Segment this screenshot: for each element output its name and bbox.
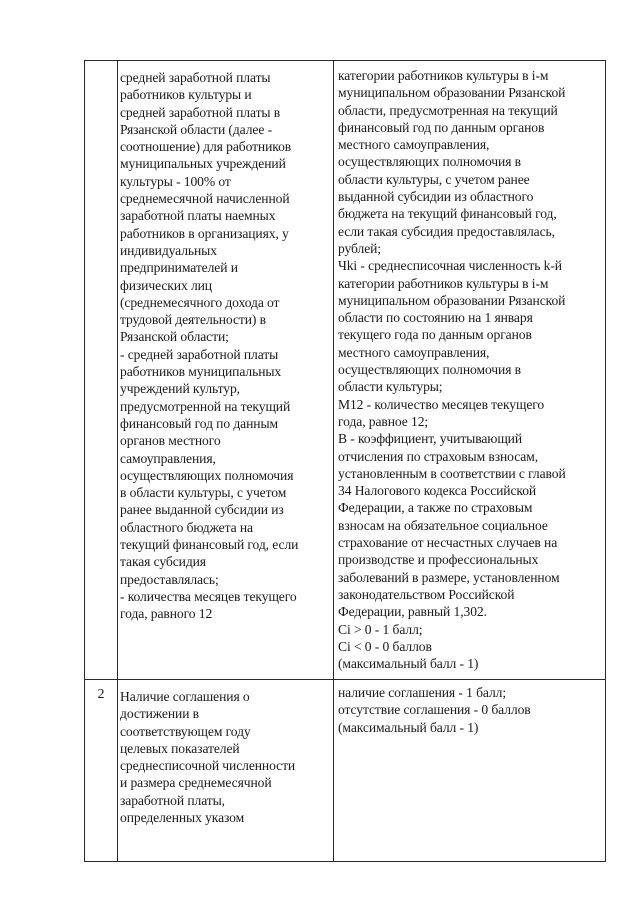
text-line: заработной платы, [120,792,225,808]
criteria-table [84,60,606,862]
text-line: местного самоуправления, [338,137,490,153]
text-line: текущего года по данным органов [338,327,532,343]
text-line: Ci > 0 - 1 балл; [338,621,423,637]
text-line: 34 Налогового кодекса Российской [338,483,537,499]
text-line: В - коэффициент, учитывающий [338,431,523,447]
text-line: области, предусмотренная на текущий [338,102,558,118]
text-line: области культуры, с учетом ранее [338,171,530,187]
text-line: категории работников культуры в i-м [338,275,549,291]
text-line: муниципальном образовании Рязанской [338,292,566,308]
text-line: законодательством Российской [338,586,515,602]
text-line: органов местного [120,433,221,449]
text-line: отчисления по страховым взносам, [338,448,539,464]
text-line: предпринимателей и [120,260,238,276]
text-line: Ci < 0 - 0 баллов [338,638,432,654]
text-line: достижении в [120,706,199,722]
text-line: - средней заработной платы [120,346,279,362]
text-line: Рязанской области; [120,329,229,345]
text-line: муниципальном образовании Рязанской [338,85,566,101]
text-line: местного самоуправления, [338,344,490,360]
text-line: заболеваний в размере, установленном [338,569,560,585]
text-line: предусмотренной на текущий [120,398,291,414]
text-line: взносам на обязательное социальное [338,517,548,533]
score-text [334,61,605,672]
text-line: производстве и профессиональных [338,552,539,568]
text-line: индивидуальных [120,242,217,258]
text-line: соотношение) для работников [120,139,292,155]
text-line: - количества месяцев текущего [120,588,297,604]
score-cell [334,680,606,862]
text-line: среднемесячной начисленной [120,191,290,207]
text-line: отсутствие соглашения - 0 баллов [338,702,531,718]
criterion-text [118,61,333,623]
text-line: категории работников культуры в i-м [338,68,549,83]
text-line: средней заработной платы в [120,104,281,120]
text-line: областного бюджета на [120,519,253,535]
text-line: установленным в соответствии с главой [338,465,566,481]
text-line: трудовой деятельности) в [120,312,266,328]
text-line: Наличие соглашения о [120,689,250,704]
text-line: работников культуры и [120,87,252,103]
criterion-cell [118,680,334,862]
score-cell [334,61,606,680]
text-line: (максимальный балл - 1) [338,656,479,672]
text-line: области культуры; [338,379,443,395]
text-line: самоуправления, [120,450,216,466]
text-line: года, равное 12; [338,413,429,429]
text-line: Чki - среднесписочная численность k-й [338,258,562,274]
text-line: и размера среднемесячной [120,775,272,791]
text-line: осуществляющих полномочия в [338,362,521,378]
row-number-cell [85,61,118,680]
text-line: культуры - 100% от [120,173,231,189]
text-line: выданной субсидии из областного [338,189,534,205]
text-line: рублей; [338,240,381,256]
text-line: заработной платы наемных [120,208,276,224]
table-row [85,680,606,862]
text-line: осуществляющих полномочия [120,467,294,483]
text-line: такая субсидия [120,554,206,570]
text-line: если такая субсидия предоставлялась, [338,223,555,239]
criterion-text [118,680,333,826]
text-line: наличие соглашения - 1 балл; [338,685,506,700]
text-line: (максимальный балл - 1) [338,719,479,735]
text-line: Федерации, равный 1,302. [338,604,487,620]
text-line: целевых показателей [120,740,240,756]
text-line: финансовый год по данным [120,415,278,431]
text-line: области по состоянию на 1 января [338,310,533,326]
text-line: финансовый год по данным органов [338,119,545,135]
text-line: ранее выданной субсидии из [120,502,284,518]
text-line: предоставлялась; [120,571,219,587]
text-line: страхование от несчастных случаев на [338,535,558,551]
text-line: Федерации, а также по страховым [338,500,533,516]
text-line: текущий финансовый год, если [120,537,299,553]
text-line: работников муниципальных [120,364,282,380]
score-text [334,680,605,736]
text-line: осуществляющих полномочия в [338,154,521,170]
text-line: года, равного 12 [120,606,213,622]
text-line: средней заработной платы [120,70,271,85]
row-number-cell [85,680,118,862]
text-line: в области культуры, с учетом [120,485,287,501]
text-line: учреждений культур, [120,381,240,397]
criterion-cell [118,61,334,680]
text-line: бюджета на текущий финансовый год, [338,206,557,222]
text-line: Рязанской области (далее - [120,121,273,137]
text-line: муниципальных учреждений [120,156,286,172]
row-number: 2 [97,687,105,702]
text-line: физических лиц [120,277,212,293]
table-row [85,61,606,680]
text-line: определенных указом [120,810,245,826]
text-line: среднесписочной численности [120,758,296,774]
text-line: (среднемесячного дохода от [120,294,280,310]
text-line: соответствующем году [120,723,251,739]
text-line: работников в организациях, у [120,225,289,241]
text-line: М12 - количество месяцев текущего [338,396,545,412]
